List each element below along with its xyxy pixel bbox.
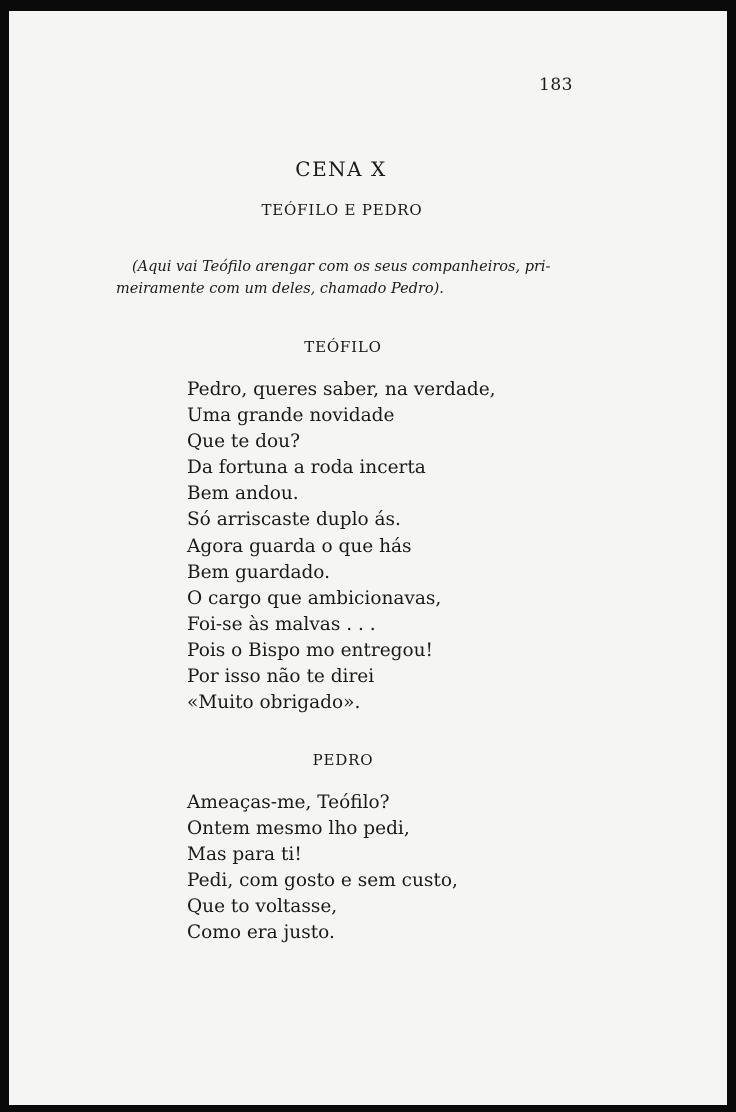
verse-line: Agora guarda o que hás (187, 535, 412, 557)
verse-block (187, 790, 458, 947)
page-number: 183 (539, 75, 573, 95)
verse-line: Pedro, queres saber, na verdade, (187, 379, 496, 400)
verse-line: Ameaças-me, Teófilo? (187, 792, 390, 813)
verse-line: Bem andou. (187, 483, 299, 505)
verse-line: «Muito obrigado». (187, 692, 361, 714)
verse-line: Uma grande novidade (187, 405, 395, 427)
book-page (9, 11, 727, 1105)
scene-title: CENA X (295, 157, 387, 181)
verse-line: Pois o Bispo mo entregou! (187, 639, 433, 661)
stage-direction-line: (Aqui vai Teófilo arengar com os seus companheiros, pri- (132, 259, 551, 275)
stage-direction-line: meiramente com um deles, chamado Pedro). (116, 281, 444, 297)
verse-line: Da fortuna a roda incerta (187, 457, 426, 479)
verse-line: Que te dou? (187, 431, 300, 453)
verse-block (187, 377, 496, 716)
verse-line: Bem guardado. (187, 561, 331, 583)
verse-line: Como era justo. (187, 922, 335, 944)
verse-line: Ontem mesmo lho pedi, (187, 818, 410, 840)
verse-line: Só arriscaste duplo ás. (187, 509, 401, 531)
verse-line: O cargo que ambicionavas, (187, 587, 442, 609)
verse-line: Pedi, com gosto e sem custo, (187, 870, 458, 892)
speaker-name: TEÓFILO (304, 338, 382, 356)
verse-line: Por isso não te direi (187, 666, 375, 688)
verse-line: Que to voltasse, (187, 896, 338, 918)
scene-characters: TEÓFILO E PEDRO (261, 201, 423, 219)
verse-line: Mas para ti! (187, 844, 302, 866)
speaker-name: PEDRO (312, 751, 374, 769)
stage-direction (116, 256, 684, 300)
verse-line: Foi-se às malvas . . . (187, 613, 376, 635)
